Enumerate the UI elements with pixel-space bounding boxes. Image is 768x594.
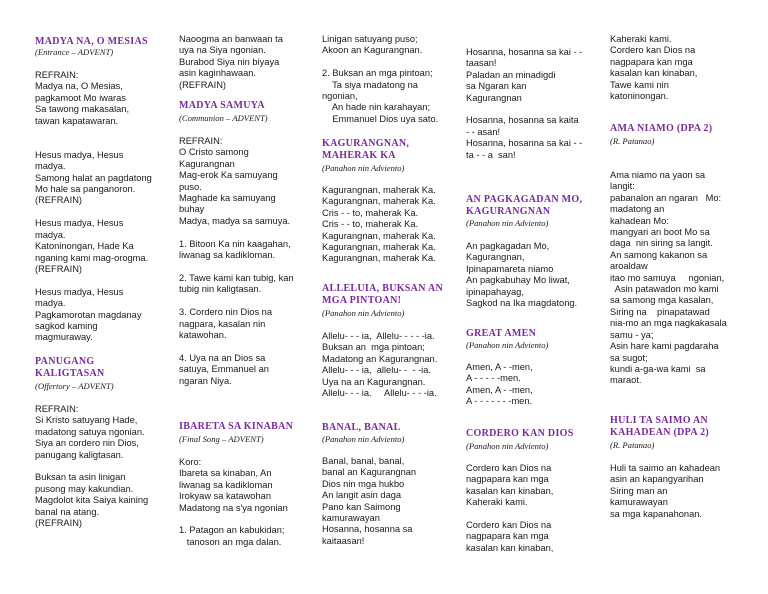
song-title-ibareta-sa-kinaban: IBARETA SA KINABAN xyxy=(179,421,294,432)
song-lyrics: Amen, A - -men, A - - - - -men. Amen, A - -men, A - - - - - - -men. xyxy=(466,362,533,407)
song-subtitle: (Final Song – ADVENT) xyxy=(179,434,264,444)
song-lyrics: REFRAIN: Madya na, O Mesias, pagkamoot Mo iwaras Sa tawong makasalan, tawan kapatawaran. Hesus madya, Hesus madya. Samong halat an pagdatong Mo hale sa panganoron. (REFRAIN) Hesus madya, Hesus madya. Katoninongan, Hade Ka nganing kami mag-orogma. (REFRAIN) Hesus madya, Hesus madya. Pagkamorotan magdanay sagkod kaming magmuraway. xyxy=(35,70,152,343)
song-title-huli-ta-saimo-an-kahadean: HULI TA SAIMO AN KAHADEAN (DPA 2) xyxy=(610,415,710,438)
song-subtitle: (R. Patanao) xyxy=(610,440,655,450)
song-subtitle: (Panahon nin Adviento) xyxy=(322,163,405,173)
song-title-kagurangnan-maherak-ka: KAGURANGNAN, MAHERAK KA xyxy=(322,138,410,161)
song-lyrics: Huli ta saimo an kahadean asin an kapangyarihan Siring man an kamurawayan sa mga kapanahonan. xyxy=(610,463,721,519)
song-title-cordero-kan-dios: CORDERO KAN DIOS xyxy=(466,428,574,439)
song-title-banal-banal: BANAL, BANAL xyxy=(322,422,401,433)
song-lyrics: Koro: Ibareta sa kinaban, An liwanag sa kadikloman Irokyaw sa katawohan Madatong na s'ya ngonian 1. Patagon an kabukidan; tanoson an mga dalan. xyxy=(179,457,288,547)
song-subtitle: (Panahon nin Adviento) xyxy=(466,218,549,228)
song-title-great-amen: GREAT AMEN xyxy=(466,328,537,339)
song-lyrics: REFRAIN: Si Kristo satuyang Hade, madatong satuya ngonian. Siya an cordero nin Dios, panugang kaligtasan. Buksan ta asin linigan pusong may kakundian. Magdolot kita Saiya kaining banal na atang. (REFRAIN) xyxy=(35,404,149,529)
song-lyrics: Allelu- - - ia, Allelu- - - - -ia. Buksan an mga pintoan; Madatong an Kagurangnan. Allelu- - - ia, allelu- - - -ia. Uya na an Kagurangnan. Allelu- - - ia. Allelu- - - -ia. xyxy=(322,331,438,399)
song-subtitle: (R. Patanao) xyxy=(610,136,655,146)
song-subtitle: (Panahon nin Adviento) xyxy=(466,340,549,350)
song-subtitle: (Entrance – ADVENT) xyxy=(35,47,114,57)
song-title-an-pagkagadan-mo-kagurangnan: AN PAGKAGADAN MO, KAGURANGNAN xyxy=(466,194,583,217)
song-title-ama-niamo: AMA NIAMO (DPA 2) xyxy=(610,123,713,134)
song-lyrics: Naoogma an banwaan ta uya na Siya ngonian. Burabod Siya nin biyaya asin kaginhawaan. (REFRAIN) xyxy=(179,34,283,90)
song-lyrics: Ama niamo na yaon sa langit: pabanalon an ngaran Mo: madatong an kahadean Mo: mangyari an boot Mo sa daga nin siring sa langit. An samong kakanon sa aroaldaw itao mo samuya ngonian, Asin patawadon mo kami sa samong mga kasalan, Siring na pinapatawad nia-mo an mga nagkakasala samu - ya; Asin hare kami pagdaraha sa sugot; kundi a-ga-wa kami sa maraot. xyxy=(610,170,727,386)
song-lyrics: An pagkagadan Mo, Kagurangnan, Ipinapamareta niamo An pagkabuhay Mo liwat, ipinapahayag, Sagkod na Ika magdatong. xyxy=(466,241,578,309)
song-lyrics: Banal, banal, banal, banal an Kagurangnan Dios nin mga hukbo An langit asin daga Pano kan Saimong kamurawayan Hosanna, hosanna sa kaitaasan! xyxy=(322,456,417,546)
song-lyrics: Hosanna, hosanna sa kai - - taasan! Paladan an minadigdi sa Ngaran kan Kagurangnan Hosanna, hosanna sa kaita - - asan! Hosanna, hosanna sa kai - - ta - - a san! xyxy=(466,47,583,160)
song-lyrics: Kagurangnan, maherak Ka. Kagurangnan, maherak Ka. Cris - - to, maherak Ka. Cris - - to, maherak Ka. Kagurangnan, maherak Ka. Kagurangnan, maherak Ka. Kagurangnan, maherak Ka. xyxy=(322,185,436,264)
song-subtitle: (Offertory – ADVENT) xyxy=(35,381,114,391)
song-subtitle: (Panahon nin Adviento) xyxy=(322,434,405,444)
song-lyrics: REFRAIN: O Cristo samong Kagurangnan Mag-erok Ka samuyang puso. Maghade ka samuyang buhay Madya, madya sa samuya. 1. Bitoon Ka nin kaagahan, liwanag sa kadikloman. 2. Tawe kami kan tubig, kan tubig nin kaligtasan. 3. Cordero nin Dios na nagpara, kasalan nin katawohan. 4. Uya na an Dios sa satuya, Emmanuel an ngaran Niya. xyxy=(179,136,294,386)
song-title-alleluia-buksan-an-mga-pintoan: ALLELUIA, BUKSAN AN MGA PINTOAN! xyxy=(322,283,444,306)
song-lyrics: Cordero kan Dios na nagpapara kan mga kasalan kan kinaban, Kaheraki kami. Cordero kan Dios na nagpapara kan mga kasalan kan kinaban, xyxy=(466,463,554,553)
song-title-panugang-kaligtasan: PANUGANG KALIGTASAN xyxy=(35,356,105,379)
song-title-madya-na-o-mesias: MADYA NA, O MESIAS xyxy=(35,36,148,47)
song-subtitle: (Communion – ADVENT) xyxy=(179,113,268,123)
song-subtitle: (Panahon nin Adviento) xyxy=(466,441,549,451)
song-lyrics: Kaheraki kami. Cordero kan Dios na nagpapara kan mga kasalan kan kinaban, Tawe kami nin katoninongan. xyxy=(610,34,698,102)
song-subtitle: (Panahon nin Adviento) xyxy=(322,308,405,318)
song-lyrics: Linigan satuyang puso; Akoon an Kagurangnan. 2. Buksan an mga pintoan; Ta siya madatong na ngonian, An hade nin karahayan; Emmanuel Dios uya sato. xyxy=(322,34,439,124)
song-title-madya-samuya: MADYA SAMUYA xyxy=(179,100,265,111)
